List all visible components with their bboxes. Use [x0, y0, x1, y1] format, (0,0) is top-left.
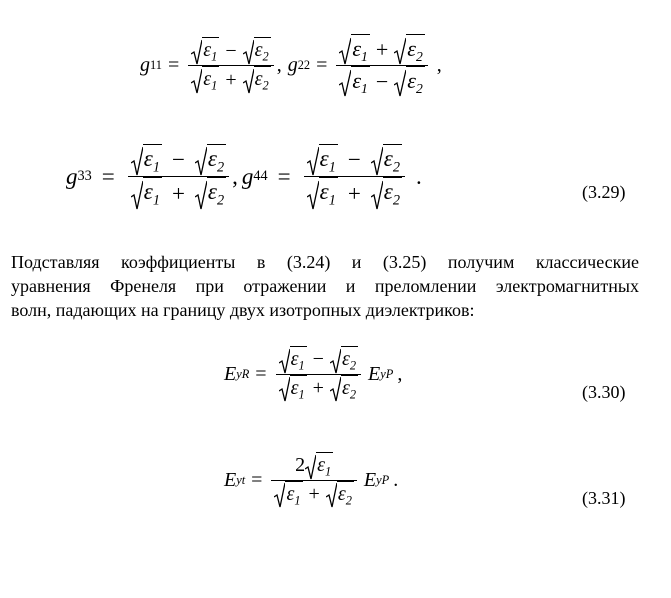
equation-Eyt: E yt = 2 $\varepsilon_1$ $\varepsilon_1$ + $\varepsilon_2$ E yP . — [224, 454, 399, 508]
g22-fraction: $\varepsilon_1$ + $\varepsilon_2$ $\varepsilon_1$ − $\varepsilon_2$ — [336, 34, 427, 97]
paragraph-line-2: уравнения Френеля при отражении и преломлении электромагнитных — [11, 276, 639, 296]
equation-number-329: (3.29) — [582, 182, 626, 202]
g44-fraction: $\varepsilon_1$ − $\varepsilon_2$ $\varepsilon_1$ + $\varepsilon_2$ — [304, 144, 405, 210]
EyR-subscript: yR — [236, 366, 250, 381]
EyP-symbol-2: E — [363, 468, 377, 491]
equals-sign: = — [167, 54, 180, 77]
paragraph-line-1: Подставляя коэффициенты в (3.24) и (3.25) получим классические — [11, 252, 639, 272]
equation-g33-g44: g 33 = $\varepsilon_1$ − $\varepsilon_2$ $\varepsilon_1$ + $\varepsilon_2$ , g 44 = $\varepsilon_1$ − $\varepsilon_2$ $\varepsilon_1$ + $\varepsilon_2$ . — [66, 146, 422, 209]
coefficient-two: 2 — [295, 454, 306, 477]
EyP-subscript-2: yP — [376, 472, 390, 487]
EyP-symbol: E — [368, 362, 381, 385]
EyP-subscript: yP — [380, 366, 394, 381]
EyR-symbol: E — [224, 362, 237, 385]
g33-subscript: 33 — [77, 168, 92, 185]
g22-subscript: 22 — [297, 58, 311, 73]
equation-number-331: (3.31) — [582, 488, 626, 508]
Eyt-subscript: yt — [236, 472, 246, 487]
g44-symbol: g — [241, 163, 254, 189]
equation-EyR: E yR = $\varepsilon_1$ − $\varepsilon_2$ $\varepsilon_1$ + $\varepsilon_2$ E yP , — [224, 348, 403, 402]
sqrt-eps1: $\varepsilon_1$ — [191, 37, 219, 65]
equation-number-330: (3.30) — [582, 382, 626, 402]
paragraph-line-3: волн, падающих на границу двух изотропных диэлектриков: — [11, 300, 475, 320]
g44-subscript: 44 — [253, 168, 268, 185]
g11-symbol: g — [140, 54, 150, 77]
Eyt-symbol: E — [224, 468, 237, 491]
g33-symbol: g — [66, 163, 78, 189]
g11-fraction: $\varepsilon_1$ − $\varepsilon_2$ $\varepsilon_1$ + $\varepsilon_2$ — [188, 37, 273, 93]
g33-fraction: $\varepsilon_1$ − $\varepsilon_2$ $\varepsilon_1$ + $\varepsilon_2$ — [128, 144, 229, 210]
g22-symbol: g — [287, 54, 298, 77]
g11-subscript: 11 — [150, 58, 162, 73]
Eyt-fraction: 2 $\varepsilon_1$ $\varepsilon_1$ + $\varepsilon_2$ — [271, 452, 356, 508]
body-paragraph — [11, 250, 639, 322]
EyR-fraction: $\varepsilon_1$ − $\varepsilon_2$ $\varepsilon_1$ + $\varepsilon_2$ — [276, 346, 361, 402]
equation-g11-g22: g 11 = $\varepsilon_1$ − $\varepsilon_2$ $\varepsilon_1$ + $\varepsilon_2$ , g 22 = $\varepsilon_1$ + $\varepsilon_2$ $\varepsilon_1$ − $\varepsilon_2$ , — [140, 36, 442, 97]
sqrt-eps2: $\varepsilon_2$ — [243, 37, 271, 65]
